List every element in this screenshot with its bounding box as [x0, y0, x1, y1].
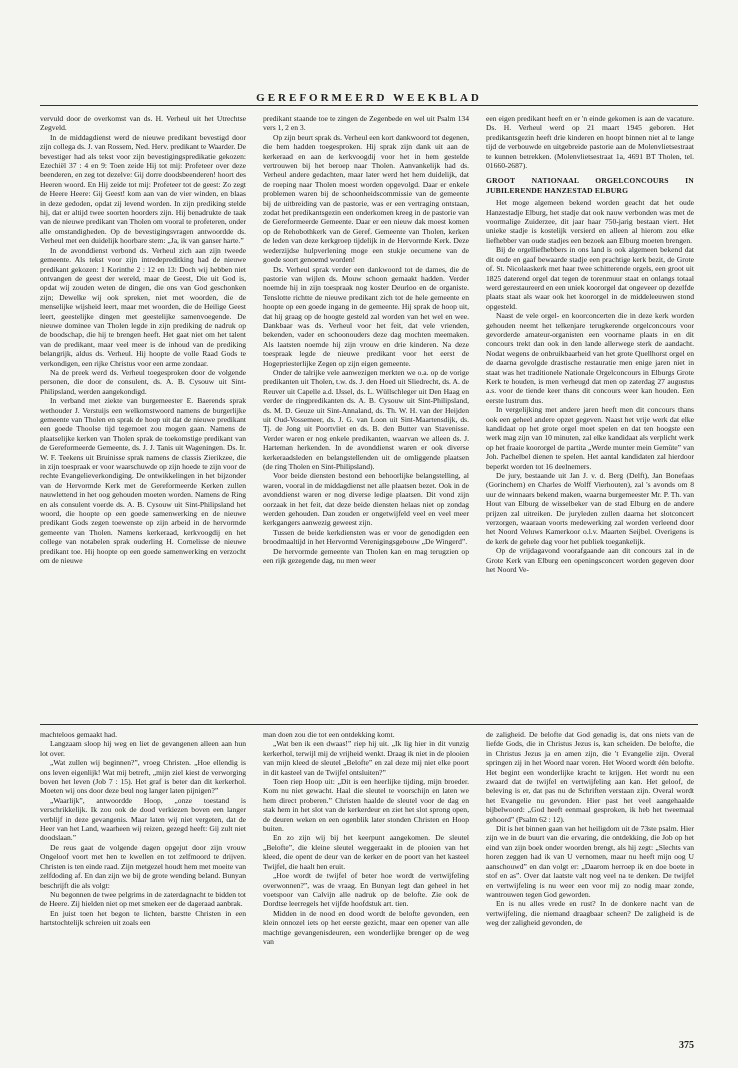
paragraph: Dit is het binnen gaan van het heiligdom uit de 73ste psalm. Hier zijn we in de buurt van die ervaring, die ontdekking, die Job op het eind van zijn boek onder woorden brengt, als hij zegt: „Slechts van horen zeggen had ik van U vernomen, maar nu heeft mijn oog U aanschouwd” en dan volgt er: „Daarom herroep ik en doe boete in stof en as”. Over dat laatste valt nog veel na te denken. De twijfel en vertwijfeling is nu weer een voor mij zo nodig maar zonde, wantrouwen tegen God geworden. [486, 824, 694, 899]
paragraph: De hervormde gemeente van Tholen kan en mag terugzien op een rijk gezegende dag, nu men weer [263, 546, 469, 566]
paragraph: Langzaam sloop hij weg en liet de gevangenen alleen aan hun lot over. [40, 739, 246, 758]
paragraph: De reus gaat de volgende dagen opgejut door zijn vrouw Ongeloof voort met hen te kwellen en tot zelfmoord te drijven. Christen is ten einde raad. Zijn metgezel houdt hem met moeite van zelfdoding af. En dan zijn we bij de grote wending beland. Bunyan beschrijft die als volgt: [40, 842, 246, 890]
paragraph: predikant staande toe te zingen de Zegenbede en wel uit Psalm 134 vers 1, 2 en 3. [263, 114, 469, 133]
page-number: 375 [679, 1040, 694, 1051]
paragraph: machteloos gemaakt had. [40, 730, 117, 739]
column-top-3 [486, 114, 694, 720]
column-top-2 [263, 114, 469, 720]
paragraph: Toen riep Hoop uit: „Dit is een heerlijke tijding, mijn broeder. Kom nu niet gewacht. Haal die sleutel te voorschijn en laten we hem direct proberen.” Christen haalde de sleutel voor de dag en stak hem in het slot van de kerkerdeur en ziet het slot sprong open, de deuren weken en een ogenblik later stonden Christen en Hoop buiten. [263, 777, 469, 834]
paragraph: Voor beide diensten bestond een behoorlijke belangstelling, al waren, vooral in de middagdienst net alle plaatsen bezet. Ook in de avonddienst waren er nog diverse ledige plaatsen. Dit vond zijn oorzaak in het feit, dat deze beide diensten helaas niet op zondag werden gehouden. Dan zouden er ongetwijfeld veel en veel meer kerkgangers aanwezig geweest zijn. [263, 471, 469, 528]
paragraph: En juist toen het begon te lichten, barstte Christen in een hartstochtelijk schreien uit zoals een [40, 908, 246, 928]
paragraph: Na de preek werd ds. Verheul toegesproken door de volgende personen, die door de consulent, ds. A. B. Cysouw uit Sint-Philipsland, werden aangekondigd. [40, 367, 246, 396]
paragraph: „Waarlijk”, antwoordde Hoop, „onze toestand is verschrikkelijk. Ik zou ook de dood verkiezen boven een langer verblijf in deze gevangenis. Maar laten wij niet vergeten, dat de Heer van het Land, waarheen wij reizen, gezegd heeft: Gij zult niet doodslaan.” [40, 795, 246, 843]
paragraph: In de avonddienst verbond ds. Verheul zich aan zijn tweede gemeente. Als tekst voor zijn intredepreditking had de nieuwe predikant gekozen: 1 Korinthe 2 : 12 en 13: Doch wij hebben niet ontvangen de geest der wereld, maar de Geest, Die uit God is, opdat wij zouden weten de dingen, die ons van God geschonken zijn; Dewelke wij ook spreken, niet met woorden, die de menselijke wijsheid leert, maar met woorden, die de Heilige Geest leert, geestelijke dingen met geestelijke samenvoegende. De nieuwe dominee van Tholen legde in zijn prediking de nadruk op de boodschap, die hij te brengen heeft. Het gaat niet om het talent van de predikant, maar veel meer is de inhoud van de prediking belangrijk, aldus ds. Verheul. Hij hoopte de volle Raad Gods te verkondigen, een rijke Christus voor een arme zondaar. [40, 245, 246, 368]
publication-title: GEREFORMEERD WEEKBLAD [256, 92, 482, 104]
paragraph: In verband met ziekte van burgemeester E. Baerends sprak wethouder J. Verstuijs een welkomstwoord namens de burgerlijke gemeente van Tholen en sprak de hoop uit dat de nieuwe predikant een goede Thoolse tijd tegemoet zou mogen gaan. Namens de plaatselijke kerken van Tholen sprak de toekomstige predikant van de Gereformeerde Gemeente, ds. J. J. Tanis uit Wageningen. Ds. Ir. W. F. Teekens uit Bruinisse sprak namens de classis Zierikzee, die in zijn toespraak er voor waarschuwde op zijn hoede te zijn voor de rechte Evangelieverkondiging. De ontwikkelingen in het bijzonder van de Hervormde Kerk met de Gereformeerde Kerken zullen nauwlettend in het oog gehouden moeten worden. Namens de Ring en als consulent voerde ds. A. B. Cysouw uit Sint-Philipsland het woord, die hoopte op een goede samenwerking en de nieuwe predikant Gods zegen toewenste op zijn arbeid in de hervormde gemeente van Tholen. Namens kerkeraad, kerkvoogdij en het college van notabelen sprak ouderling H. Cornelisse de nieuwe predikant toe. Hij hoopte op een goede samenwerking en verzocht om de nieuwe [40, 396, 246, 566]
paragraph: man doen zou die tot een ontdekking komt. [263, 730, 395, 739]
paragraph: Op zijn beurt sprak ds. Verheul een kort dankwoord tot degenen, die hem hadden toegesproken. Hij sprak zijn dank uit aan de kerkeraad en aan de kerkvoogdij voor het in hem gestelde vertrouwen bij het beroep naar Tholen. Aanvankelijk had ds. Verheul andere gedachten, maar later werd het hem duidelijk, dat de roeping naar Tholen moest worden opgevolgd. Daar er enkele problemen waren bij de schoonheidscommissie van de gemeente bij de uitbreiding van de pastorie, was er een vertraging ontstaan, zodat het predikantsgezin een onderkomen kreeg in de pastorie van de Gereformeerde Gemeente. Daar er een nieuw dak moest komen op de Rehobothkerk van de Geref. Gemeente van Tholen, kerken de leden van deze kerkgroep tijdelijk in de Hervormde Kerk. Deze wederzijdse hulpverlening moge een stukje oecumene van de goede soort genoemd worden! [263, 132, 469, 265]
paragraph: Het moge algemeen bekend worden geacht dat het oude Hanzestadje Elburg, het stadje dat ook nauw verbonden was met de voormalige Zuiderzee, dit jaar haar 750-jarig bestaan viert. Het unieke stadje is kostelijk versierd en alleen al hierom zou elke liefhebber van oude stadjes een bezoek aan Elburg moeten brengen. [486, 198, 694, 245]
paragraph: een eigen predikant heeft en er 'n einde gekomen is aan de vacature. Ds. H. Verheul werd op 21 maart 1945 geboren. Het predikantsgezin heeft drie kinderen en hoopt binnen niet al te lange tijd de verbouwde en uitgebreide pastorie aan de Molenvlietsestraat te kunnen betrekken. (Molenvlietsestraat 1a, 4691 BT Tholen, tel. 01660-2687). [486, 114, 694, 171]
paragraph: vervuld door de overkomst van ds. H. Verheul uit het Utrechtse Zegveld. [40, 114, 246, 133]
page-header [40, 88, 698, 106]
column-bottom-2 [263, 730, 469, 1026]
paragraph: Naast de vele orgel- en koorconcerten die in deze kerk worden gehouden neemt het telkenjare terugkerende orgelconcours voor gevorderde amateur-organisten een voorname plaats in en dit concours trekt dan ook in den lande allerwege sterk de aandacht. Nodat wegens de onbruikbaarheid van het grote Quellhorst orgel en de daarna gevolgde drastische restauratie men enige jaren niet in staat was het traditionele Nationale Orgelconcours in Elburgs Grote Kerk te houden, is men verheugd dat men op zaterdag 27 augustus a.s. voor de tiende keer thans dit concours weer kan houden. Een eerste lustrum dus. [486, 311, 694, 405]
paragraph: Ds. Verheul sprak verder een dankwoord tot de dames, die de pastorie van wijlen ds. Mouw schoon gemaakt hadden. Verder noemde hij in zijn toespraak nog koster Deurloo en de organiste. Tenslotte richtte de nieuwe predikant zich tot de hele gemeente en hoopte op een goede ingang in de gemeente. Hij sprak de hoop uit, dat hij graag op de hoogte gesteld zal worden van het wel en wee. Dankbaar was ds. Verheul voor het feit, dat vele vrienden, bekenden, vader en schoonouders deze dag mochten meemaken. Als laatsten noemde hij zijn vrouw en drie kinderen. Na deze toespraak legde de nieuwe predikant voor het eerst de Hogepriesterlijke Zegen op zijn eigen gemeente. [263, 264, 469, 368]
paragraph: „Wat zullen wij beginnen?”, vroeg Christen. „Hoe ellendig is ons leven eigenlijk! Wat mij betreft, „mijn ziel kiest de verworging boven het leven (Job 7 : 15). Het graf is beter dan dit kerkerhol. Moeten wij ons door deze beul nog langer laten pijnigen?” [40, 758, 246, 796]
paragraph: Onder de talrijke vele aanwezigen merkten we o.a. op de vorige predikanten uit Tholen, t.w. ds. J. den Hoed uit Sliedrecht, ds. A. de Reuver uit Capelle a.d. IJssel, ds. L. Wüllschleger uit Den Haag en verder de ringpredikanten ds. A. B. Cysouw uit Sint-Philipsland, ds. M. D. Geuze uit Sint-Annaland, ds. Th. W. H. van der Heijden uit Oud-Vossemeer, ds. J. G. van Loon uit Sint-Maartensdijk, ds. Tj. de Jong uit Poortvliet en ds. B. den Butter van Stavenisse. Verder waren er nog enkele predikanten, waarvan we alleen ds. J. Harteman herkenden. In de avonddienst waren er ook diverse kerkeraadsleden en belangstellenden uit de omliggende plaatsen (de ring Tholen en Sint-Philipsland). [263, 367, 469, 472]
paragraph: In vergelijking met andere jaren heeft men dit concours thans ook een geheel andere opzet gegeven. Naast het vrije werk dat elke kandidaat op het grote orgel moet spelen en dat ten hoogste een werk mag zijn van 10 minuten, zal elke kandidaat als verplicht werk op het fraaie koororgel de partita „Werde munter mein Gemüte” van Joh. Pachelbel dienen te spelen. Het aantal kandidaten zal hierdoor beperkt worden tot 16 deelnemers. [486, 405, 694, 471]
paragraph: En is nu alles vrede en rust? In de donkere nacht van de vertwijfeling, die niemand draagbaar scheen? De zaligheid is de weg der zaligheid gevonden, de [486, 899, 694, 928]
paragraph: Bij de orgelliefhebbers in ons land is ook algemeen bekend dat dit oude en gaaf bewaarde stadje een prachtige kerk bezit, de Grote of. St. Nicolaaskerk met haar twee schitterende orgels, een groot uit 1825 daterend orgel dat tegen de torenmuur staat en onlangs totaal werd gerestaureerd en een uniek koororgel dat ongeveer op dezelfde plaats staat als waar ook het koororgel in de middeleeuwen stond opgesteld. [486, 245, 694, 311]
column-bottom-1 [40, 730, 246, 1026]
paragraph: De jury, bestaande uit Jan J. v. d. Berg (Delft), Jan Bonefaas (Gorinchem) en Charles de Wolff Vierhouten), zal 's avonds om 8 uur de winnaars bekend maken, waarna burgemeester Mr. P. Th. van Hout van Elburg de wisselbeker van de stad Elburg en de andere prijzen zal uitreiken. De juryleden zullen daarna het slotconcert verzorgen, waaraan voorts medewerking zal worden verleend door het Noord Veluws Kamerkoor o.l.v. Maarten Seijbel. Overigens is de kerk de gehele dag voor het publiek toegankelijk. [486, 471, 694, 546]
paragraph: „Wat ben ik een dwaas!” riep hij uit. „Ik lig hier in dit vunzig kerkerhol, terwijl mij de vrijheid wenkt. Draag ik niet in de plooien van mijn kleed de sleutel „Belofte” en zal deze mij niet elke poort in dit kasteel van de Twijfel ontsluiten?” [263, 739, 469, 777]
paragraph: Tussen de beide kerkdiensten was er voor de genodigden een broodmaaltijd in het Hervormd Verenigingsgebouw „De Wingerd”. [263, 527, 469, 547]
section-divider [40, 724, 698, 725]
section-heading: GROOT NATIONAAL ORGELCONCOURS IN JUBILERENDE HANZESTAD ELBURG [486, 176, 694, 195]
column-top-1 [40, 114, 246, 720]
paragraph: Nu begonnen de twee pelgrims in de zaterdagnacht te bidden tot de Heere. Zij hielden niet op met smeken eer de dageraad aanbrak. [40, 889, 246, 909]
paragraph: „Hoe wordt de twijfel of beter hoe wordt de vertwijfeling overwonnen?”, was de vraag. En Bunyan legt dan geheel in het voetspoor van Calvijn alle nadruk op de belofte. Zie ook de Dordtse leerregels het vijfde hoofdstuk art. tien. [263, 871, 469, 909]
paragraph: de zaligheid. De belofte dat God genadig is, dat ons niets van de liefde Gods, die in Christus Jezus is, kan scheiden. De belofte, die in Christus Jezus ja en amen zijn, die 't Evangelie zijn. Overal springen zij in het Woord naar voren. Het Woord wordt één belofte. Het begint een wonderlijke kracht te krijgen. Het wordt nu een zwaard dat de twijfel en vertwijfeling aan kan. Het geloof, de beleving is er, dat pas nu de Schriften verstaan zijn. Overal wordt het Evangelie nu gevonden. Hier past het veel aangehaalde bijbelwoord: „God heeft eenmaal gesproken, ik heb het tweemaal gehoord” (Psalm 62 : 12). [486, 730, 694, 824]
column-bottom-3 [486, 730, 694, 1026]
paragraph: Midden in de nood en dood wordt de belofte gevonden, een klein onnozel iets op het eerste gezicht, maar een opener van alle machtige gevangenisdeuren, een wonderlijke brenger op de weg van [263, 908, 469, 946]
paragraph: In de middagdienst werd de nieuwe predikant bevestigd door zijn collega ds. J. van Rossem, Ned. Herv. predikant te Waarder. De bevestiger had als tekst voor zijn bevestigingspredikatie gekozen: Ezechiël 37 : 4 en 9: Toen zeide Hij tot mij: Profeteer over deze beenderen, en zeg tot dezelve: Gij dorre doodsbeenderen! hoort des Heeren woord. En Hij zeide tot mij: Profeteer tot de geest: Zo zegt de Heere Heere: Gij Geest! kom aan van de vier winden, en blaas in deze gedoden, opdat zij levend worden. In zijn prediking stelde hij, dat er altijd twee soorten hoorders zijn. Hij benadrukte de taak van de nieuwe predikant van Tholen om vooral te profeteren, onder alle omstandigheden. Op de bevestigingsvragen antwoordde ds. Verheul met een duidelijk hoorbare stem: „Ja, ik van ganser harte.” [40, 132, 246, 246]
paragraph: En zo zijn wij bij het keerpunt aangekomen. De sleutel „Belofte”, die kleine sleutel weggeraakt in de plooien van het kleed, die opent de deur van de kerker en de poort van het kasteel Twijfel, die haalt hen eruit. [263, 833, 469, 871]
paragraph: Op de vrijdagavond voorafgaande aan dit concours zal in de Grote Kerk van Elburg een openingsconcert worden gegeven door het Noord Ve- [486, 546, 694, 575]
header-rule [40, 105, 698, 106]
